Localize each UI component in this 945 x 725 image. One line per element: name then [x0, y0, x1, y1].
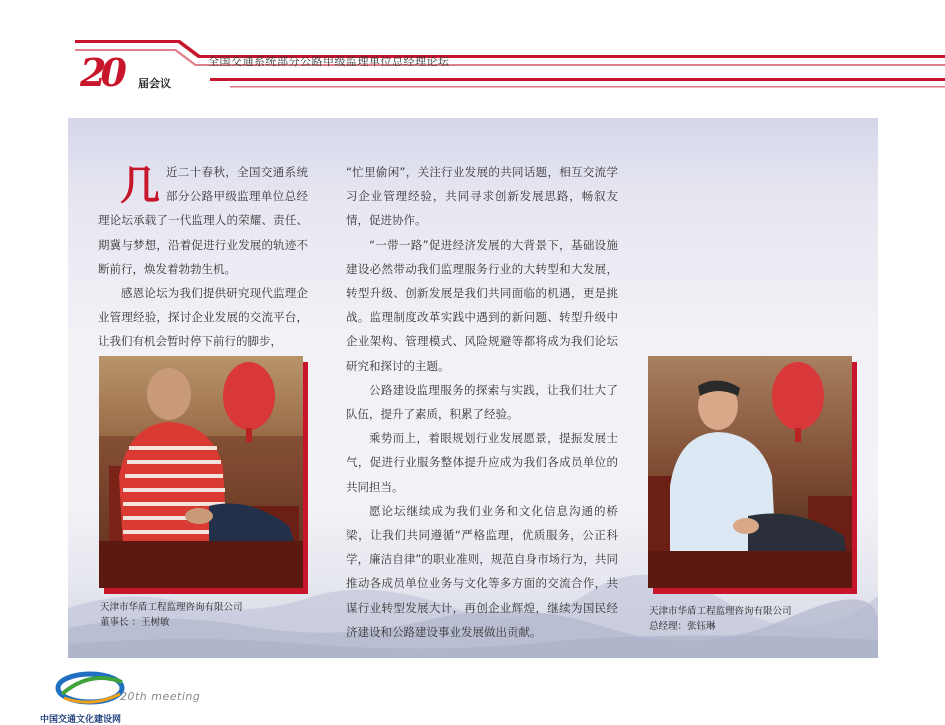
- paragraph: 公路建设监理服务的探索与实践，让我们壮大了队伍，提升了素质，积累了经验。: [346, 382, 618, 422]
- paragraph: “一带一路”促进经济发展的大背景下，基础设施建设必然带动我们监理服务行业的大转型和大发展，转型升级、创新发展是我们共同面临的机遇，更是挑战。监理制度改革实践中遇到的新问题、转型升级中企业架构、管理模式、风险规避等都将成为我们论坛研究和探讨的主题。: [346, 237, 618, 373]
- photo-caption-company: 天津市华盾工程监理咨询有限公司: [649, 606, 792, 617]
- logo-number: 20: [80, 50, 121, 95]
- footer-meeting-label: 20th meeting: [120, 690, 201, 703]
- photo-caption-role: 总经理：张钰琳: [649, 621, 716, 632]
- paragraph: “忙里偷闲”，关注行业发展的共同话题，相互交流学习企业管理经验，共同寻求创新发展思路，畅叙友情，促进协作。: [346, 165, 618, 228]
- dropcap: 几: [120, 163, 160, 209]
- general-manager-photo: [648, 356, 852, 588]
- article-left-column: [98, 160, 308, 354]
- paragraph: 近二十春秋，全国交通系统部分公路甲级监理单位总经理论坛承载了一代监理人的荣耀、责任、期冀与梦想，沿着促进行业发展的轨迹不断前行，焕发着勃勃生机。: [98, 165, 308, 276]
- chairman-photo: [99, 356, 303, 588]
- forum-title: 全国交通系统部分公路甲级监理单位总经理论坛: [208, 55, 450, 68]
- footer-site-name: 中国交通文化建设网: [40, 715, 122, 725]
- header-ribbon-graphic: [0, 0, 945, 110]
- logo-suffix: 届会议: [138, 77, 171, 90]
- paragraph: 乘势而上，着眼规划行业发展愿景，提振发展士气，促进行业服务整体提升应成为我们各成员单位的共同担当。: [346, 431, 618, 494]
- photo-caption-role: 董事长 ：王树敏: [100, 617, 170, 628]
- paragraph: 愿论坛继续成为我们业务和文化信息沟通的桥梁，让我们共同遵循“严格监理，优质服务，公正科学，廉洁自律”的职业准则，规范自身市场行为，共同推动各成员单位业务与文化等多方面的交流合作，共谋行业转型发展大计，再创企业辉煌，继续为国民经济建设和公路建设事业发展做出贡献。: [346, 503, 618, 639]
- page-header: [0, 0, 945, 110]
- article-right-column: [346, 160, 618, 644]
- paragraph: 感恩论坛为我们提供研究现代监理企业管理经验，探讨企业发展的交流平台，让我们有机会暂时停下前行的脚步，: [98, 286, 308, 349]
- photo-caption-company: 天津市华盾工程监理咨询有限公司: [100, 602, 243, 613]
